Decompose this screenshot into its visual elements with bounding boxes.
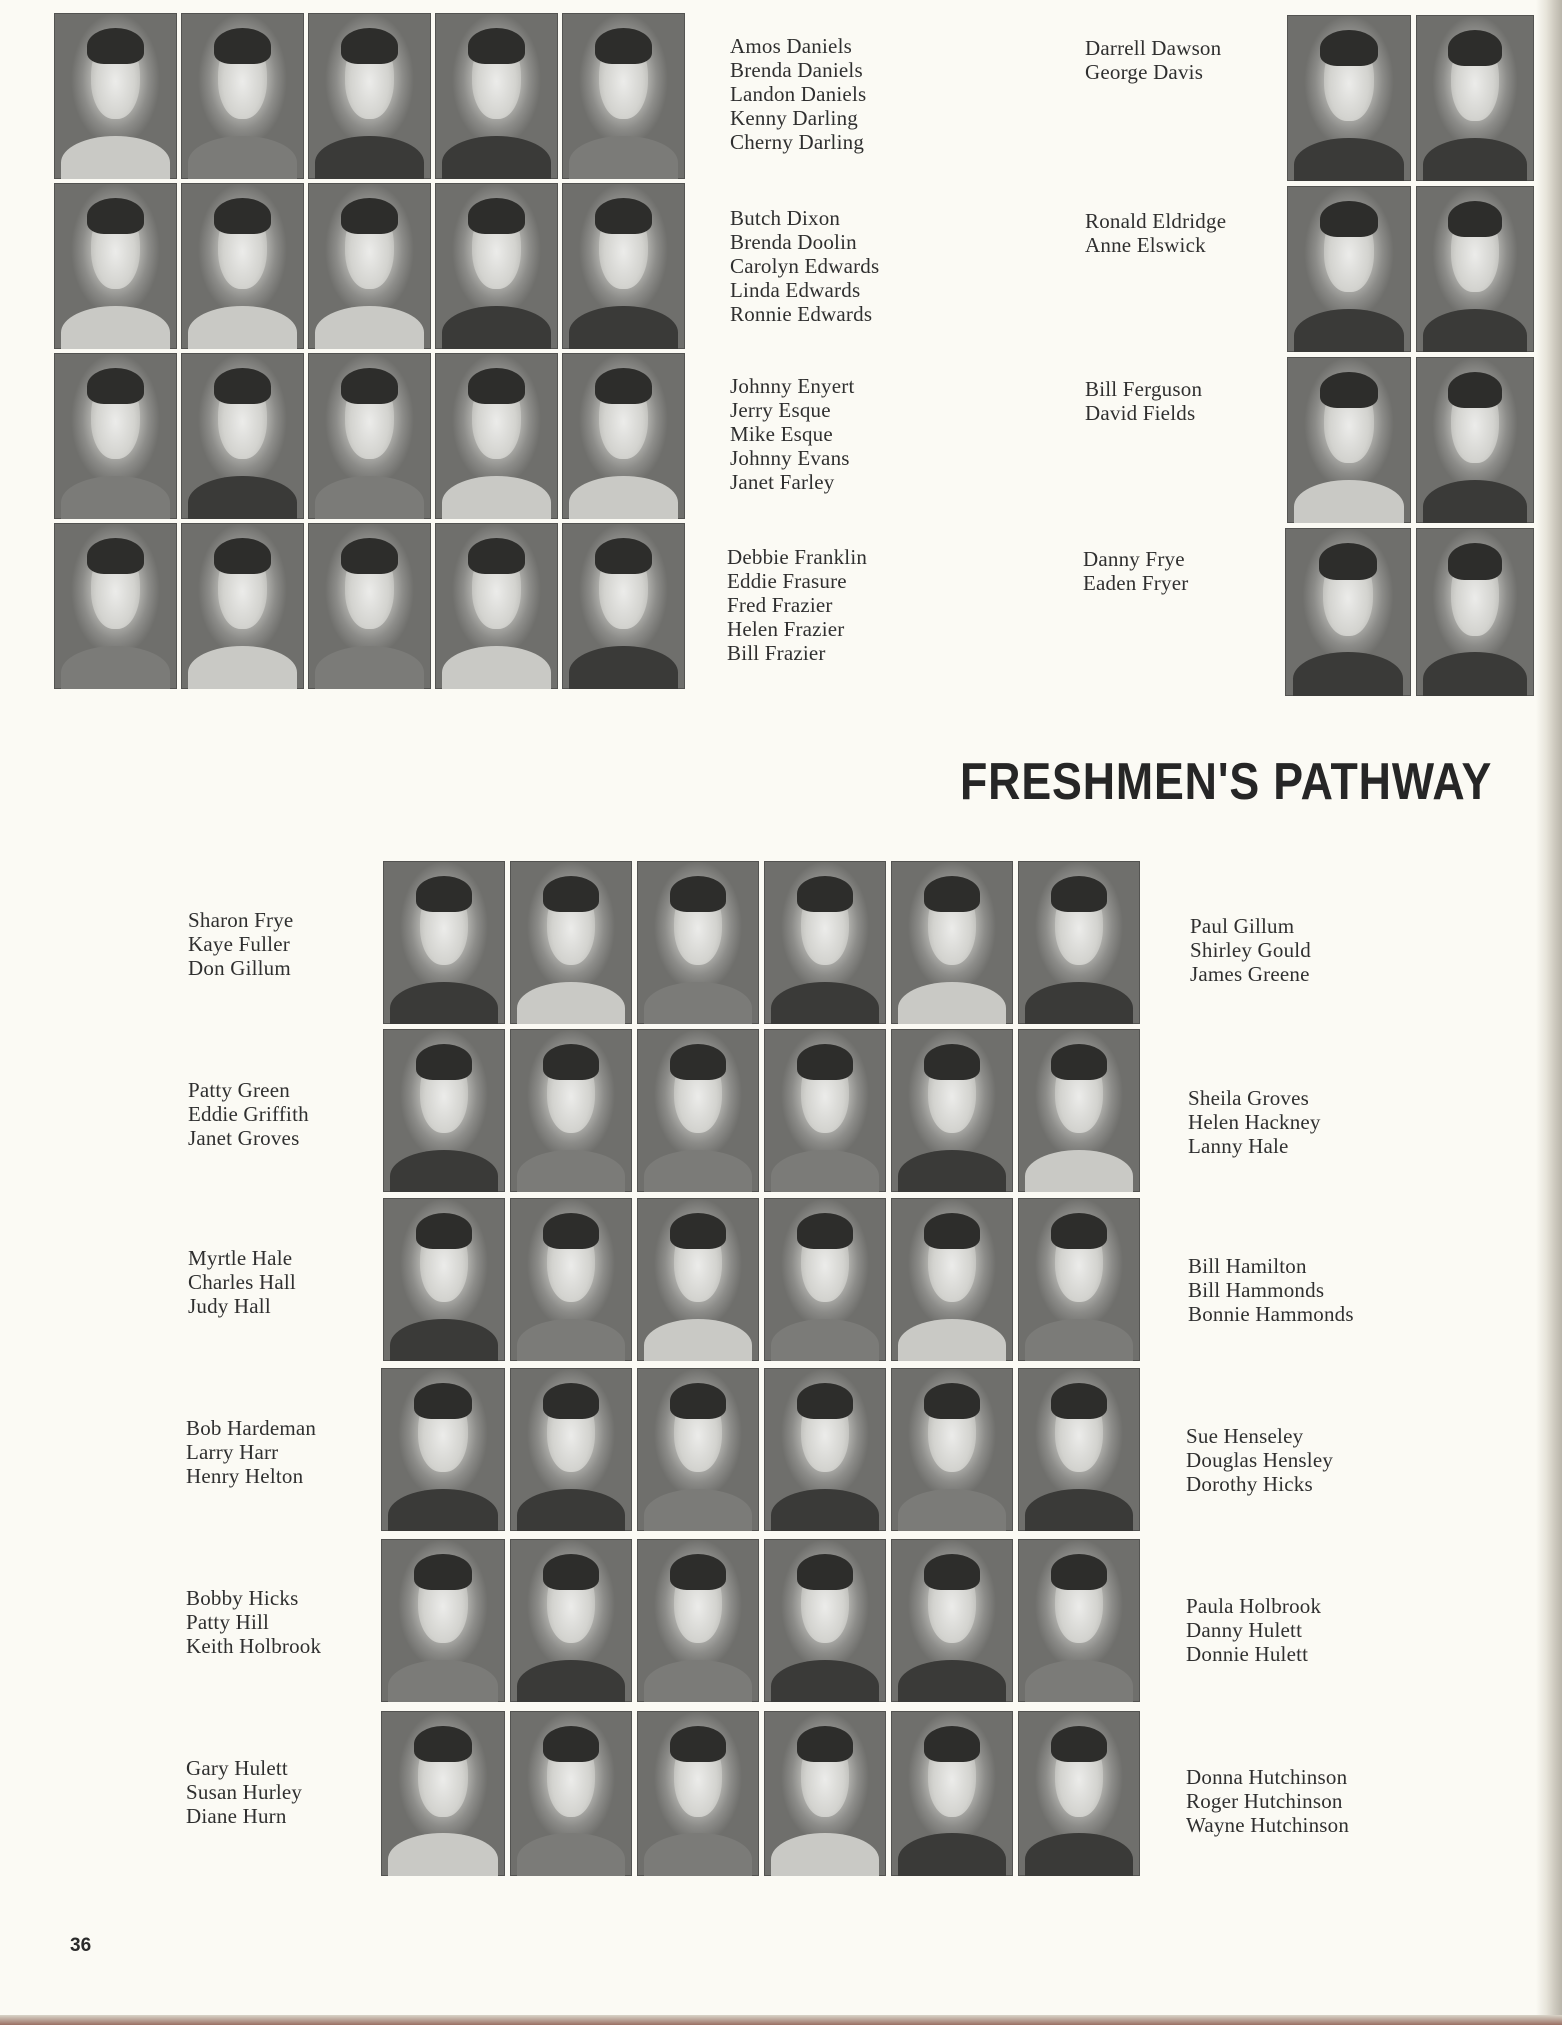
student-name: Charles Hall xyxy=(188,1270,296,1294)
student-photo xyxy=(435,13,558,179)
student-photo xyxy=(637,1711,759,1876)
student-name: David Fields xyxy=(1085,401,1196,425)
name-list-top-right-2 xyxy=(1085,209,1226,257)
student-photo xyxy=(891,1711,1013,1876)
student-name: Dorothy Hicks xyxy=(1186,1472,1313,1496)
student-name: Keith Holbrook xyxy=(186,1634,322,1658)
student-photo xyxy=(1018,1711,1140,1876)
student-name: Mike Esque xyxy=(730,422,833,446)
student-photo xyxy=(1018,1198,1140,1361)
student-photo xyxy=(562,523,685,689)
student-photo xyxy=(510,1711,632,1876)
student-name: Danny Hulett xyxy=(1186,1618,1303,1642)
student-photo xyxy=(1018,1368,1140,1531)
student-photo xyxy=(308,353,431,519)
student-name: Judy Hall xyxy=(188,1294,271,1318)
name-list-top-left-4 xyxy=(727,545,867,665)
student-name: Kaye Fuller xyxy=(188,932,290,956)
student-photo xyxy=(562,13,685,179)
student-photo xyxy=(381,1711,505,1876)
name-list-top-left-2 xyxy=(730,206,879,326)
name-list-top-right-4 xyxy=(1083,547,1188,595)
student-name: Ronald Eldridge xyxy=(1085,209,1227,233)
student-photo xyxy=(637,1029,759,1192)
student-name: Fred Frazier xyxy=(727,593,833,617)
student-photo xyxy=(891,1539,1013,1702)
page-bottom-edge xyxy=(0,2015,1562,2025)
student-name: Janet Groves xyxy=(188,1126,300,1150)
student-name: Johnny Evans xyxy=(730,446,850,470)
student-name: Gary Hulett xyxy=(186,1756,288,1780)
student-name: Myrtle Hale xyxy=(188,1246,293,1270)
student-photo xyxy=(181,13,304,179)
student-name: Donna Hutchinson xyxy=(1186,1765,1348,1789)
student-name: Eddie Frasure xyxy=(727,569,847,593)
student-name: Brenda Doolin xyxy=(730,230,857,254)
student-name: Linda Edwards xyxy=(730,278,861,302)
student-photo xyxy=(383,1029,505,1192)
student-name: Paul Gillum xyxy=(1190,914,1295,938)
student-name: Landon Daniels xyxy=(730,82,867,106)
student-name: Donnie Hulett xyxy=(1186,1642,1309,1666)
student-name: Helen Frazier xyxy=(727,617,845,641)
student-photo xyxy=(891,861,1013,1024)
student-name: Debbie Franklin xyxy=(727,545,868,569)
student-name: Ronnie Edwards xyxy=(730,302,873,326)
student-name: Patty Hill xyxy=(186,1610,270,1634)
page-number: 36 xyxy=(70,1935,92,1956)
student-photo xyxy=(891,1029,1013,1192)
student-photo xyxy=(308,523,431,689)
student-name: Patty Green xyxy=(188,1078,290,1102)
student-photo xyxy=(1285,528,1411,696)
name-list-bottom-left-2 xyxy=(188,1078,309,1150)
student-photo xyxy=(562,183,685,349)
student-name: Anne Elswick xyxy=(1085,233,1206,257)
student-name: Roger Hutchinson xyxy=(1186,1789,1343,1813)
student-photo xyxy=(181,353,304,519)
student-photo xyxy=(562,353,685,519)
name-list-bottom-right-6 xyxy=(1186,1765,1349,1837)
student-name: Bobby Hicks xyxy=(186,1586,299,1610)
name-list-bottom-left-5 xyxy=(186,1586,321,1658)
student-name: Wayne Hutchinson xyxy=(1186,1813,1350,1837)
student-name: Helen Hackney xyxy=(1188,1110,1321,1134)
book-spine-edge xyxy=(1536,0,1562,2025)
student-photo xyxy=(308,183,431,349)
student-photo xyxy=(510,1368,632,1531)
student-name: Danny Frye xyxy=(1083,547,1185,571)
student-name: Bill Frazier xyxy=(727,641,826,665)
student-photo xyxy=(1416,15,1534,181)
student-photo xyxy=(510,1539,632,1702)
name-list-bottom-right-1 xyxy=(1190,914,1311,986)
student-photo xyxy=(510,861,632,1024)
name-list-bottom-right-3 xyxy=(1188,1254,1354,1326)
student-photo xyxy=(1416,357,1534,523)
student-photo xyxy=(1287,15,1411,181)
student-name: Butch Dixon xyxy=(730,206,841,230)
student-name: Henry Helton xyxy=(186,1464,304,1488)
student-name: Darrell Dawson xyxy=(1085,36,1222,60)
student-photo xyxy=(764,1368,886,1531)
student-photo xyxy=(637,1198,759,1361)
student-name: Susan Hurley xyxy=(186,1780,303,1804)
student-name: Janet Farley xyxy=(730,470,835,494)
name-list-bottom-right-5 xyxy=(1186,1594,1321,1666)
student-name: Eddie Griffith xyxy=(188,1102,309,1126)
student-photo xyxy=(435,183,558,349)
student-photo xyxy=(764,861,886,1024)
student-photo xyxy=(435,523,558,689)
student-name: George Davis xyxy=(1085,60,1204,84)
student-photo xyxy=(891,1368,1013,1531)
student-photo xyxy=(383,1198,505,1361)
student-name: Lanny Hale xyxy=(1188,1134,1289,1158)
name-list-bottom-left-3 xyxy=(188,1246,296,1318)
student-name: Bill Hammonds xyxy=(1188,1278,1325,1302)
name-list-bottom-left-6 xyxy=(186,1756,302,1828)
student-photo xyxy=(1287,186,1411,352)
student-name: Sue Henseley xyxy=(1186,1424,1304,1448)
student-photo xyxy=(764,1029,886,1192)
student-name: Sheila Groves xyxy=(1188,1086,1309,1110)
name-list-top-right-3 xyxy=(1085,377,1202,425)
student-name: Diane Hurn xyxy=(186,1804,287,1828)
name-list-bottom-right-4 xyxy=(1186,1424,1333,1496)
student-photo xyxy=(1416,186,1534,352)
student-name: James Greene xyxy=(1190,962,1310,986)
student-photo xyxy=(637,1539,759,1702)
student-photo xyxy=(1018,1029,1140,1192)
student-photo xyxy=(1018,1539,1140,1702)
student-name: Kenny Darling xyxy=(730,106,858,130)
page-heading: FRESHMEN'S PATHWAY xyxy=(960,753,1493,811)
student-photo xyxy=(891,1198,1013,1361)
student-name: Paula Holbrook xyxy=(1186,1594,1322,1618)
student-name: Amos Daniels xyxy=(730,34,852,58)
student-name: Bill Ferguson xyxy=(1085,377,1203,401)
student-photo xyxy=(764,1539,886,1702)
student-photo xyxy=(637,861,759,1024)
student-photo xyxy=(308,13,431,179)
student-name: Larry Harr xyxy=(186,1440,279,1464)
name-list-bottom-left-1 xyxy=(188,908,293,980)
student-photo xyxy=(637,1368,759,1531)
name-list-top-left-1 xyxy=(730,34,866,154)
student-name: Sharon Frye xyxy=(188,908,294,932)
name-list-bottom-right-2 xyxy=(1188,1086,1321,1158)
student-photo xyxy=(1018,861,1140,1024)
student-name: Carolyn Edwards xyxy=(730,254,880,278)
student-photo xyxy=(181,523,304,689)
student-photo xyxy=(54,183,177,349)
student-photo xyxy=(764,1711,886,1876)
student-name: Cherny Darling xyxy=(730,130,865,154)
name-list-top-left-3 xyxy=(730,374,855,494)
name-list-bottom-left-4 xyxy=(186,1416,316,1488)
student-photo xyxy=(381,1368,505,1531)
student-name: Bob Hardeman xyxy=(186,1416,317,1440)
student-photo xyxy=(381,1539,505,1702)
student-name: Brenda Daniels xyxy=(730,58,863,82)
student-photo xyxy=(764,1198,886,1361)
student-photo xyxy=(510,1198,632,1361)
student-photo xyxy=(54,523,177,689)
student-photo xyxy=(1287,357,1411,523)
student-name: Eaden Fryer xyxy=(1083,571,1189,595)
student-name: Shirley Gould xyxy=(1190,938,1312,962)
name-list-top-right-1 xyxy=(1085,36,1221,84)
student-photo xyxy=(435,353,558,519)
student-photo xyxy=(1416,528,1534,696)
student-photo xyxy=(54,353,177,519)
student-name: Don Gillum xyxy=(188,956,291,980)
student-name: Bonnie Hammonds xyxy=(1188,1302,1354,1326)
student-photo xyxy=(383,861,505,1024)
student-name: Douglas Hensley xyxy=(1186,1448,1334,1472)
student-photo xyxy=(54,13,177,179)
student-name: Johnny Enyert xyxy=(730,374,855,398)
student-name: Jerry Esque xyxy=(730,398,831,422)
student-photo xyxy=(181,183,304,349)
student-name: Bill Hamilton xyxy=(1188,1254,1307,1278)
student-photo xyxy=(510,1029,632,1192)
